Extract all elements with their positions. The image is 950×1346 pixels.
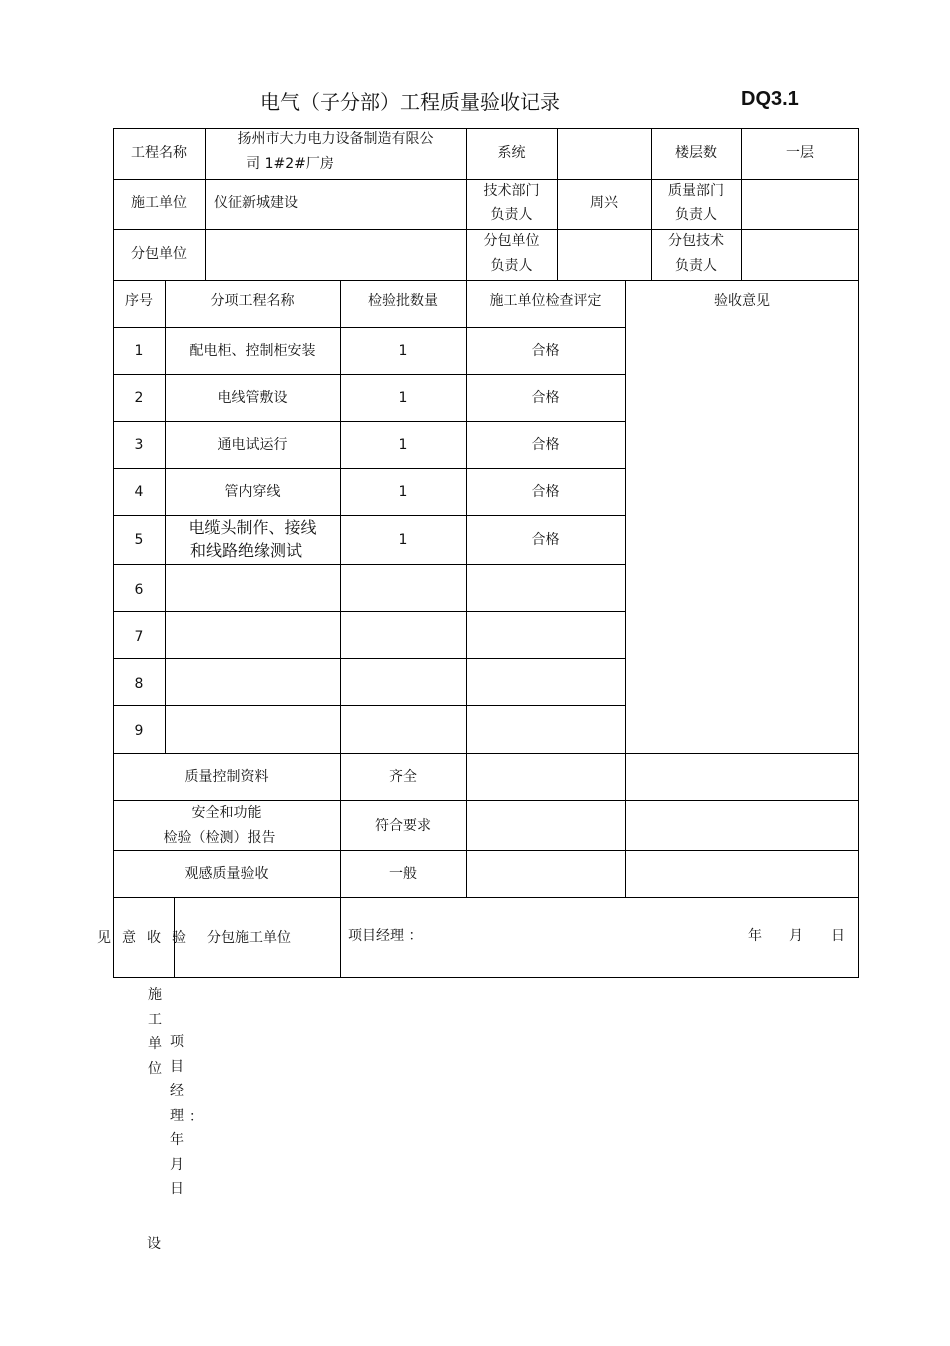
row-item-line1: 电缆头制作、接线 xyxy=(188,518,317,537)
below-col2-char: 目 xyxy=(170,1058,184,1075)
contractor-value: 仪征新城建设 xyxy=(214,195,298,211)
row-no: 1 xyxy=(134,343,144,359)
row-no: 4 xyxy=(134,484,144,500)
row-no: 6 xyxy=(134,582,144,598)
sub-tech-label-line1: 分包技术 xyxy=(668,233,724,249)
row-assessment: 合格 xyxy=(531,532,560,548)
acceptance-side-char-3: 收 xyxy=(147,930,161,946)
row-item: 管内穿线 xyxy=(224,484,281,500)
row-no: 2 xyxy=(134,390,144,406)
safety-function-value: 符合要求 xyxy=(375,818,431,834)
row-no: 3 xyxy=(134,437,144,453)
row-assessment: 合格 xyxy=(531,390,560,406)
acceptance-side-char-2: 意 xyxy=(122,930,136,946)
safety-function-label-line2: 检验（检测）报告 xyxy=(163,830,276,846)
row-item: 通电试运行 xyxy=(217,437,288,453)
sub-head-label-line1: 分包单位 xyxy=(483,233,540,249)
tech-head-label-line2: 负责人 xyxy=(490,207,533,223)
below-col2-char: 理 xyxy=(170,1107,184,1124)
acceptance-side-char-4: 验 xyxy=(172,930,186,946)
sub-tech-label-line2: 负责人 xyxy=(675,258,717,274)
project-name-value-line1: 扬州市大力电力设备制造有限公 xyxy=(237,131,434,147)
date-year-label: 年 xyxy=(748,928,762,944)
row-batches: 1 xyxy=(398,484,408,500)
col-header-no: 序号 xyxy=(125,293,153,309)
below-col1-char: 工 xyxy=(148,1011,162,1028)
row-no: 5 xyxy=(134,532,144,548)
below-col2-char: 日 xyxy=(170,1181,184,1197)
system-label: 系统 xyxy=(497,145,526,161)
below-col1-char: 单 xyxy=(148,1036,162,1052)
project-name-value-line2: 司 1#2#厂房 xyxy=(246,156,334,172)
tech-head-value: 周兴 xyxy=(590,195,618,211)
col-header-assessment: 施工单位检查评定 xyxy=(489,293,602,309)
row-batches: 1 xyxy=(398,390,408,406)
row-item: 配电柜、控制柜安装 xyxy=(189,343,316,359)
below-col2-char: 项 xyxy=(170,1034,184,1050)
row-assessment: 合格 xyxy=(531,484,560,500)
below-col2-char: 年 xyxy=(170,1132,184,1148)
below-table-col1 xyxy=(146,983,164,1081)
appearance-quality-label: 观感质量验收 xyxy=(184,866,269,882)
below-colon: ： xyxy=(189,1109,203,1125)
below-table-col2 xyxy=(168,1030,186,1202)
appearance-quality-value: 一般 xyxy=(389,866,417,882)
row-item: 电线管敷设 xyxy=(217,390,288,406)
row-batches: 1 xyxy=(398,532,408,548)
acceptance-side-char-1: 见 xyxy=(97,930,111,946)
row-batches: 1 xyxy=(398,437,408,453)
below-col2-char: 经 xyxy=(170,1083,184,1099)
safety-function-label-line1: 安全和功能 xyxy=(191,805,262,821)
floors-label: 楼层数 xyxy=(675,145,717,161)
row-no: 8 xyxy=(134,676,144,692)
col-header-opinion: 验收意见 xyxy=(714,293,770,309)
row-assessment: 合格 xyxy=(531,343,560,359)
floors-value: 一层 xyxy=(786,145,814,161)
row-item-line2: 和线路绝缘测试 xyxy=(189,541,302,560)
quality-head-label-line2: 负责人 xyxy=(675,207,717,223)
row-no: 7 xyxy=(134,629,144,645)
tech-head-label-line1: 技术部门 xyxy=(483,183,540,199)
below-col2-char: 月 xyxy=(170,1156,184,1173)
project-name-label: 工程名称 xyxy=(131,145,187,161)
below-col1-char: 施 xyxy=(148,987,162,1003)
sub-unit-label: 分包施工单位 xyxy=(207,930,291,946)
quality-control-docs-value: 齐全 xyxy=(389,769,417,785)
page-title: 电气（子分部）工程质量验收记录 xyxy=(260,90,560,114)
contractor-label: 施工单位 xyxy=(131,195,187,211)
subcontractor-label: 分包单位 xyxy=(131,246,187,262)
below-last-char: 设 xyxy=(147,1236,161,1252)
quality-control-docs-label: 质量控制资料 xyxy=(184,769,269,785)
sub-head-label-line2: 负责人 xyxy=(490,258,533,274)
col-header-item: 分项工程名称 xyxy=(210,293,295,309)
row-no: 9 xyxy=(134,723,144,739)
quality-head-label-line1: 质量部门 xyxy=(668,183,724,199)
row-assessment: 合格 xyxy=(531,437,560,453)
date-month-label: 月 xyxy=(789,928,803,944)
project-manager-label: 项目经理 ： xyxy=(348,928,423,944)
date-day-label: 日 xyxy=(831,928,845,944)
col-header-batches: 检验批数量 xyxy=(368,293,438,309)
row-batches: 1 xyxy=(398,343,408,359)
form-code: DQ3.1 xyxy=(741,88,799,110)
below-col1-char: 位 xyxy=(148,1060,162,1077)
